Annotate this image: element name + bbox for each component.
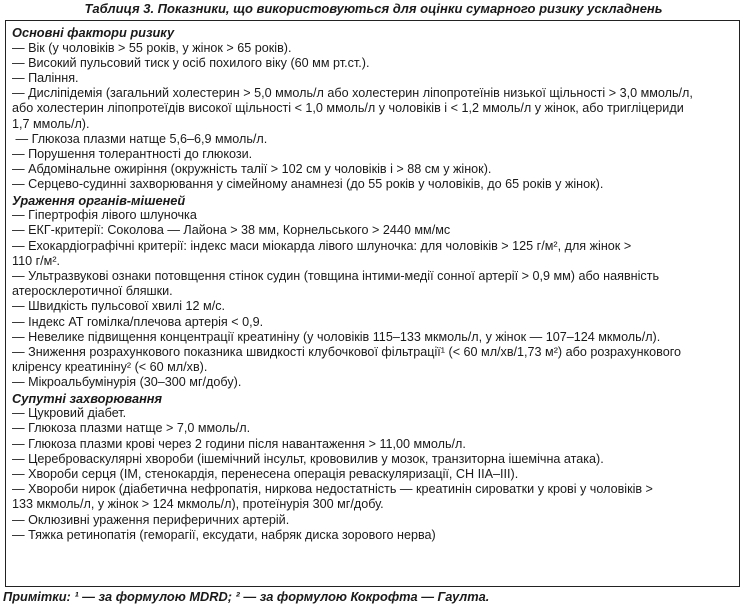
list-item: — Глюкоза плазми крові через 2 години після навантаження > 11,00 ммоль/л. xyxy=(12,436,466,451)
list-item: — Абдомінальне ожиріння (окружність талії > 102 см у чоловіків і > 88 см у жінок). xyxy=(12,162,492,177)
table-caption: Таблиця 3. Показники, що використовуються для оцінки сумарного ризику ускладнень xyxy=(84,1,663,16)
list-item: — Ехокардіографічні критерії: індекс маси міокарда лівого шлуночка: для чоловіків > 125 г/м², для жінок > 110 г/м². xyxy=(12,238,632,268)
list-item: — Дисліпідемія (загальний холестерин > 5,0 ммоль/л або холестерин ліпопротеїнів низької щільності > 3,0 ммоль/л, або холестерин ліпопротеїдів високої щільності < 1,0 ммоль/л у чоловіків і < 1,2 ммоль/л у жінок, або тригліцериди 1,7 ммоль/л). xyxy=(12,86,693,131)
list-item: — Ультразвукові ознаки потовщення стінок судин (товщина інтими-медії сонної артерії > 0,9 мм) або наявність атеросклеротичної бляшки. xyxy=(12,269,660,299)
table-notes: Примітки: ¹ — за формулою MDRD; ² — за формулою Кокрофта — Гаулта. xyxy=(3,589,490,604)
list-item: — Глюкоза плазми натще 5,6–6,9 ммоль/л. xyxy=(12,131,268,146)
list-item: — Швидкість пульсової хвилі 12 м/с. xyxy=(12,299,226,314)
list-item: — ЕКГ-критерії: Соколова — Лайона > 38 мм, Корнельського > 2440 мм/мс xyxy=(12,223,451,238)
list-item: — Хвороби серця (ІМ, стенокардія, перенесена операція реваскуляризації, СН IIA–III). xyxy=(12,467,519,482)
section-heading: Основні фактори ризику xyxy=(12,25,175,40)
list-item: — Цукровий діабет. xyxy=(12,406,127,421)
section-heading: Супутні захворювання xyxy=(12,390,163,406)
list-item: — Гіпертрофія лівого шлуночка xyxy=(12,208,197,223)
list-item: — Зниження розрахункового показника швидкості клубочкової фільтрації¹ (< 60 мл/хв/1,73 м²) або розрахункового кліренсу креатиніну² (< 60 мл/хв). xyxy=(12,345,682,375)
list-item: — Тяжка ретинопатія (геморагії, ексудати, набряк диска зорового нерва) xyxy=(12,527,436,542)
list-item: — Невелике підвищення концентрації креатиніну (у чоловіків 115–133 мкмоль/л, у жінок — 107–124 мкмоль/л). xyxy=(12,329,661,344)
list-item: — Глюкоза плазми натще > 7,0 ммоль/л. xyxy=(12,421,251,436)
list-item: — Паління. xyxy=(12,71,79,85)
list-item: — Мікроальбумінурія (30–300 мг/добу). xyxy=(12,375,242,390)
section-heading: Ураження органів-мішеней xyxy=(12,192,186,208)
list-item: — Серцево-судинні захворювання у сімейному анамнезі (до 55 років у чоловіків, до 65 років у жінок). xyxy=(12,177,604,192)
table-content xyxy=(12,25,733,543)
list-item: — Високий пульсовий тиск у осіб похилого віку (60 мм рт.ст.). xyxy=(12,55,370,70)
list-item: — Індекс АТ гомілка/плечова артерія < 0,9. xyxy=(12,314,264,329)
list-item: — Оклюзивні ураження периферичних артерій. xyxy=(12,512,290,527)
list-item: — Цереброваскулярні хвороби (ішемічний інсульт, крововилив у мозок, транзиторна ішемічна атака). xyxy=(12,451,604,466)
list-item: — Вік (у чоловіків > 55 років, у жінок > 65 років). xyxy=(12,40,292,55)
list-item: — Порушення толерантності до глюкози. xyxy=(12,147,253,162)
list-item: — Хвороби нирок (діабетична нефропатія, ниркова недостатність — креатинін сироватки у крові у чоловіків > 133 мкмоль/л, у жінок > 124 мкмоль/л), протеїнурія 300 мг/добу. xyxy=(12,482,653,512)
risk-table xyxy=(5,20,740,587)
